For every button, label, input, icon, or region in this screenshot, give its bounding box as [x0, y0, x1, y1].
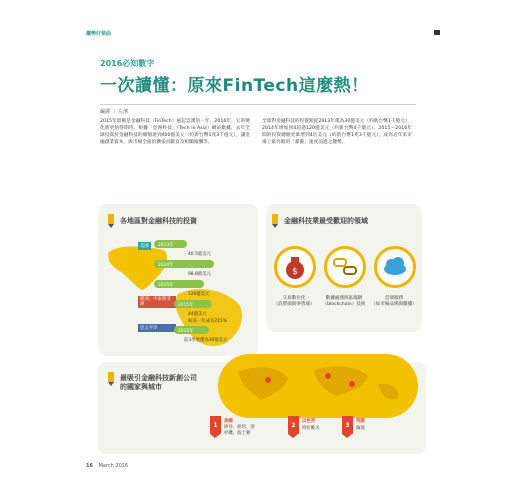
rank-cities: 矽谷、紐約、洛杉磯、波士頓 — [224, 425, 255, 436]
rank-flag-1 — [210, 416, 221, 434]
popular-fields-panel — [266, 204, 422, 332]
pencil-icon — [106, 214, 116, 228]
rank-country: 美國 — [224, 419, 233, 424]
region-badge-apac: 亞太平洋 — [138, 324, 176, 332]
investment-panel — [98, 204, 258, 356]
rank-cities: 倫敦 — [356, 426, 365, 431]
article-title: 一次讀懂：原來FinTech這麼熱！ — [100, 76, 369, 96]
investment-growth: 較前一年成長215% — [188, 319, 227, 324]
year-label: 2015年 — [178, 329, 194, 334]
rank-flag-2 — [288, 416, 299, 434]
investment-value: 98.8億美元 — [188, 272, 211, 277]
rank-country: 英國 — [356, 419, 365, 424]
cloud-icon — [377, 249, 413, 285]
investment-value: 40.5億美元 — [188, 252, 211, 257]
body-column-1: 2015年堪稱是金融科技（FinTech）風起雲湧的一年，2016年，它的變化將更值得期待。根據「亞洲科技」（Tech in Asia）網站數據，去年全球投資於金融科技的總額達到400億美元（約新台幣1兆3千億元），讓金融創業資本、與市場全面的擴張貢獻良及相關報酬等。 — [100, 119, 250, 145]
popular-fields-title: 金融科技業最受歡迎的領域 — [284, 217, 368, 225]
rank-cities: 特拉維夫 — [302, 426, 320, 431]
field-caption-1: 交易數位化 （消費端與零售端） — [273, 296, 315, 307]
region-badge-emea: 歐洲、中東與非洲 — [138, 296, 176, 308]
rank-number: 3 — [345, 422, 350, 429]
year-label: 2015年 — [178, 303, 194, 308]
pencil-icon — [106, 372, 116, 386]
rank-flag-3 — [342, 416, 353, 434]
section-label: 趨勢好領曲 — [86, 31, 112, 37]
rank-number: 1 — [213, 422, 218, 429]
money-bag-icon — [277, 249, 313, 285]
issue-date: March 2016 — [98, 463, 129, 469]
magazine-page — [62, 8, 454, 492]
investment-value: 前3季度僅為30億美元 — [184, 338, 228, 343]
investment-value: 44億美元 — [188, 312, 207, 317]
world-map — [218, 354, 418, 424]
corner-mark — [434, 30, 440, 35]
page-number: 16 — [86, 463, 93, 469]
rank-number: 2 — [291, 422, 296, 429]
pencil-icon — [270, 214, 280, 228]
cities-panel — [98, 362, 426, 454]
chain-icon — [327, 249, 363, 285]
year-label: 2013年 — [158, 243, 174, 248]
title-divider — [100, 104, 416, 105]
page-footer — [86, 463, 128, 469]
investment-value: 120億美元 — [188, 292, 210, 297]
svg-text:$: $ — [292, 267, 298, 277]
body-column-2: 全球對金融科技的投資額從2013年僅為30億美元（約新台幣1千億元），2014年增加到4超過120億美元（約新台幣4千億元）。2015～2016年間的投資總額更暴增到4倍美元（約新台幣1兆3千億元），成為近年來市場上最亮眼的「暴衝」速度前進之趨勢。 — [262, 119, 412, 145]
year-label: 2015年 — [158, 283, 174, 288]
field-circle-1 — [274, 246, 316, 288]
rank-country: 以色列 — [302, 419, 316, 424]
field-circle-2 — [324, 246, 366, 288]
field-caption-2: 數據處理與區塊鏈 （blockchain）技術 — [322, 296, 366, 307]
cities-title: 最吸引金融科技新創公司的國家與城市 — [120, 374, 197, 391]
byline: 編譯 ｜ 左濱 — [100, 109, 129, 115]
region-badge-us: 美國 — [140, 244, 149, 249]
article-kicker: 2016必知數字 — [100, 59, 155, 68]
field-caption-3: 雲端服務 （如市場品牌與數據） — [371, 296, 417, 307]
year-label: 2014年 — [158, 263, 174, 268]
field-circle-3 — [374, 246, 416, 288]
investment-title: 各地區對金融科技的投資 — [120, 217, 197, 225]
